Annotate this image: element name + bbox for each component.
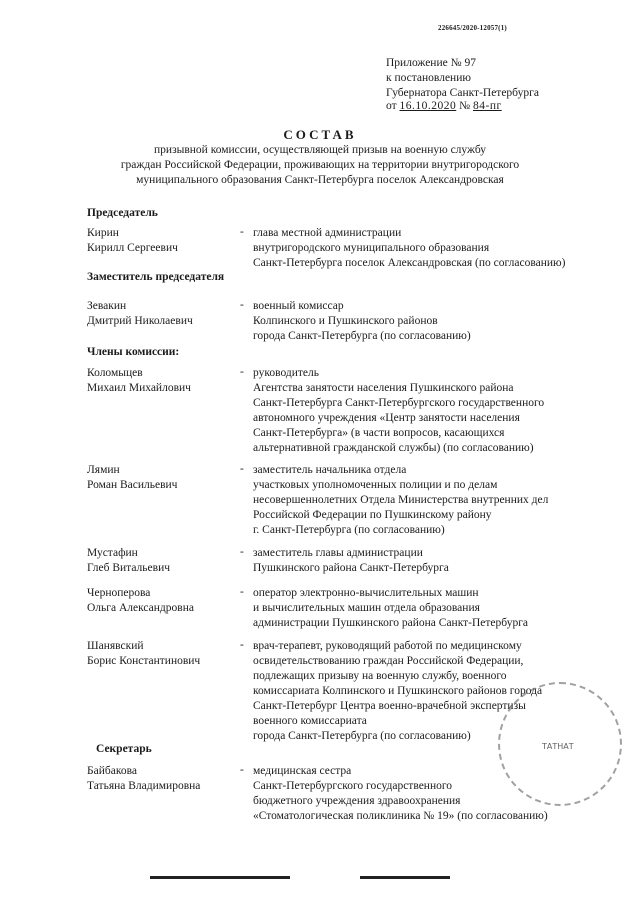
given-names: Дмитрий Николаевич	[87, 315, 193, 327]
role-line: военного комиссариата	[253, 715, 367, 727]
appendix-line-2: к постановлению	[386, 72, 471, 84]
person-name	[87, 546, 170, 576]
given-names: Михаил Михайлович	[87, 382, 191, 394]
dash: -	[240, 586, 244, 598]
dash: -	[240, 299, 244, 311]
person-role	[253, 226, 623, 271]
surname: Шанявский	[87, 640, 144, 652]
person-role	[253, 366, 623, 456]
role-line: врач-терапевт, руководящий работой по медицинскому	[253, 640, 522, 652]
role-line: Агентства занятости населения Пушкинского района	[253, 382, 514, 394]
subtitle-line: граждан Российской Федерации, проживающих на территории внутригородского	[120, 159, 520, 171]
section-members: Члены комиссии:	[87, 346, 180, 358]
role-line: глава местной администрации	[253, 227, 402, 239]
role-line: города Санкт-Петербурга (по согласованию)	[253, 330, 471, 342]
role-line: Пушкинского района Санкт-Петербурга	[253, 562, 449, 574]
role-line: несовершеннолетних Отдела Министерства внутренних дел	[253, 494, 549, 506]
role-line: альтернативной гражданской службы) (по согласованию)	[253, 442, 534, 454]
surname: Мустафин	[87, 547, 138, 559]
surname: Лямин	[87, 464, 120, 476]
given-names: Роман Васильевич	[87, 479, 178, 491]
dash: -	[240, 366, 244, 378]
document-subtitle	[70, 143, 570, 188]
dash: -	[240, 463, 244, 475]
role-line: оператор электронно-вычислительных машин	[253, 587, 479, 599]
role-line: «Стоматологическая поликлиника № 19» (по согласованию)	[253, 810, 548, 822]
role-line: Российской Федерации по Пушкинскому району	[253, 509, 492, 521]
role-line: бюджетного учреждения здравоохранения	[253, 795, 461, 807]
person-role	[253, 463, 623, 538]
number-prefix: №	[459, 100, 471, 112]
given-names: Ольга Александровна	[87, 602, 194, 614]
role-line: Санкт-Петербурга поселок Александровская (по согласованию)	[253, 257, 566, 269]
person-name	[87, 366, 191, 396]
role-line: Колпинского и Пушкинского районов	[253, 315, 438, 327]
dash: -	[240, 639, 244, 651]
role-line: заместитель главы администрации	[253, 547, 423, 559]
bottom-line	[360, 876, 450, 879]
section-secretary: Секретарь	[96, 743, 152, 755]
role-line: военный комиссар	[253, 300, 344, 312]
subtitle-line: призывной комиссии, осуществляющей призыв на военную службу	[154, 144, 486, 156]
decree-date: 16.10.2020	[399, 100, 457, 112]
role-line: Санкт-Петербург Центра военно-врачебной экспертизы	[253, 700, 526, 712]
bottom-line	[150, 876, 290, 879]
role-line: руководитель	[253, 367, 319, 379]
role-line: автономного учреждения «Центр занятости населения	[253, 412, 520, 424]
role-line: г. Санкт-Петербурга (по согласованию)	[253, 524, 445, 536]
role-line: администрации Пушкинского района Санкт-Петербурга	[253, 617, 529, 629]
surname: Коломыцев	[87, 367, 143, 379]
appendix-line-3: Губернатора Санкт-Петербурга	[386, 87, 539, 99]
surname: Зевакин	[87, 300, 127, 312]
role-line: освидетельствованию граждан Российской Федерации,	[253, 655, 524, 667]
decree-date-line	[386, 100, 502, 112]
role-line: заместитель начальника отдела	[253, 464, 407, 476]
role-line: комиссариата Колпинского и Пушкинского районов города	[253, 685, 543, 697]
given-names: Кирилл Сергеевич	[87, 242, 178, 254]
role-line: Санкт-Петербургского государственного	[253, 780, 453, 792]
person-name	[87, 226, 178, 256]
subtitle-line: муниципального образования Санкт-Петербурга поселок Александровская	[136, 174, 504, 186]
given-names: Татьяна Владимировна	[87, 780, 201, 792]
date-prefix: от	[386, 100, 397, 112]
document-id: 226645/2020-12057(1)	[438, 24, 507, 32]
person-role	[253, 546, 623, 576]
person-role	[253, 586, 623, 631]
surname: Кирин	[87, 227, 119, 239]
role-line: и вычислительных машин отдела образования	[253, 602, 480, 614]
surname: Байбакова	[87, 765, 137, 777]
surname: Черноперова	[87, 587, 151, 599]
person-name	[87, 586, 194, 616]
stamp-text: ТАТНАТ	[542, 742, 574, 751]
role-line: Санкт-Петербурга Санкт-Петербургского государственного	[253, 397, 545, 409]
dash: -	[240, 764, 244, 776]
person-name	[87, 299, 193, 329]
given-names: Борис Константинович	[87, 655, 201, 667]
decree-number: 84-пг	[472, 100, 502, 112]
person-name	[87, 639, 200, 669]
person-role	[253, 299, 623, 344]
document-title: СОСТАВ	[283, 127, 357, 142]
section-chairman: Председатель	[87, 207, 158, 219]
role-line: медицинская сестра	[253, 765, 352, 777]
person-name	[87, 463, 177, 493]
role-line: участковых уполномоченных полиции и по делам	[253, 479, 498, 491]
section-deputy: Заместитель председателя	[87, 271, 225, 283]
role-line: внутригородского муниципального образования	[253, 242, 490, 254]
appendix-line-1: Приложение № 97	[386, 57, 476, 69]
dash: -	[240, 546, 244, 558]
role-line: Санкт-Петербурга» (в части вопросов, касающихся	[253, 427, 505, 439]
dash: -	[240, 226, 244, 238]
role-line: подлежащих призыву на военную службу, военного	[253, 670, 507, 682]
role-line: города Санкт-Петербурга (по согласованию)	[253, 730, 471, 742]
given-names: Глеб Витальевич	[87, 562, 171, 574]
person-name	[87, 764, 200, 794]
